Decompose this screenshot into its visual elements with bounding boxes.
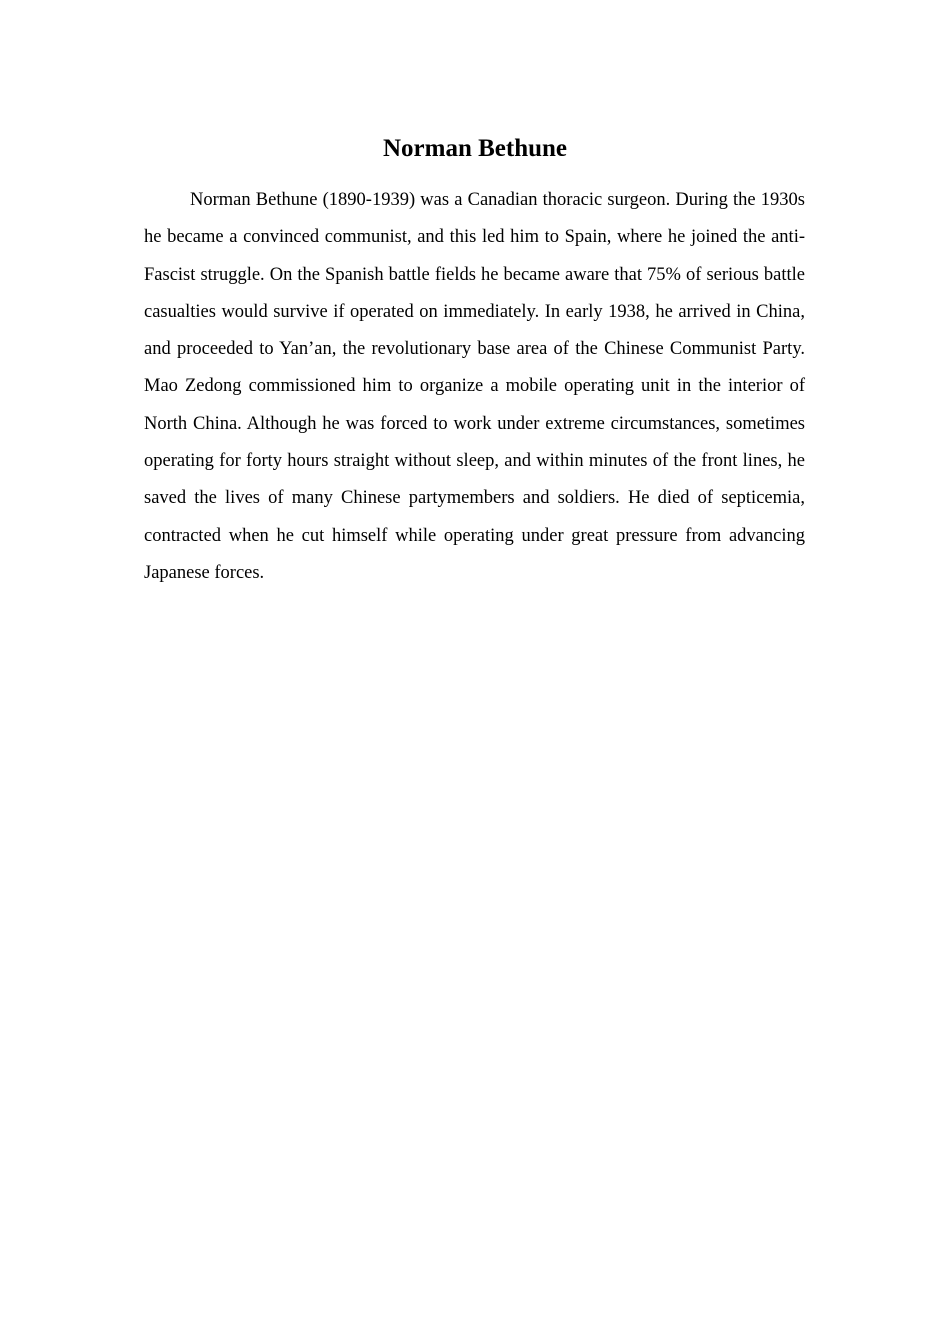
body-paragraph: Norman Bethune (1890-1939) was a Canadian thoracic surgeon. During the 1930s he became a convinced communist, and this led him to Spain, where he joined the anti-Fascist struggle. On the Spanish battle fields he became aware that 75% of serious battle casualties would survive if operated on immediately. In early 1938, he arrived in China, and proceeded to Yan’an, the revolutionary base area of the Chinese Communist Party. Mao Zedong commissioned him to organize a mobile operating unit in the interior of North China. Although he was forced to work under extreme circumstances, sometimes operating for forty hours straight without sleep, and within minutes of the front lines, he saved the lives of many Chinese partymembers and soldiers. He died of septicemia, contracted when he cut himself while operating under great pressure from advancing Japanese forces. (144, 190, 805, 583)
document-title: Norman Bethune (382, 135, 568, 162)
